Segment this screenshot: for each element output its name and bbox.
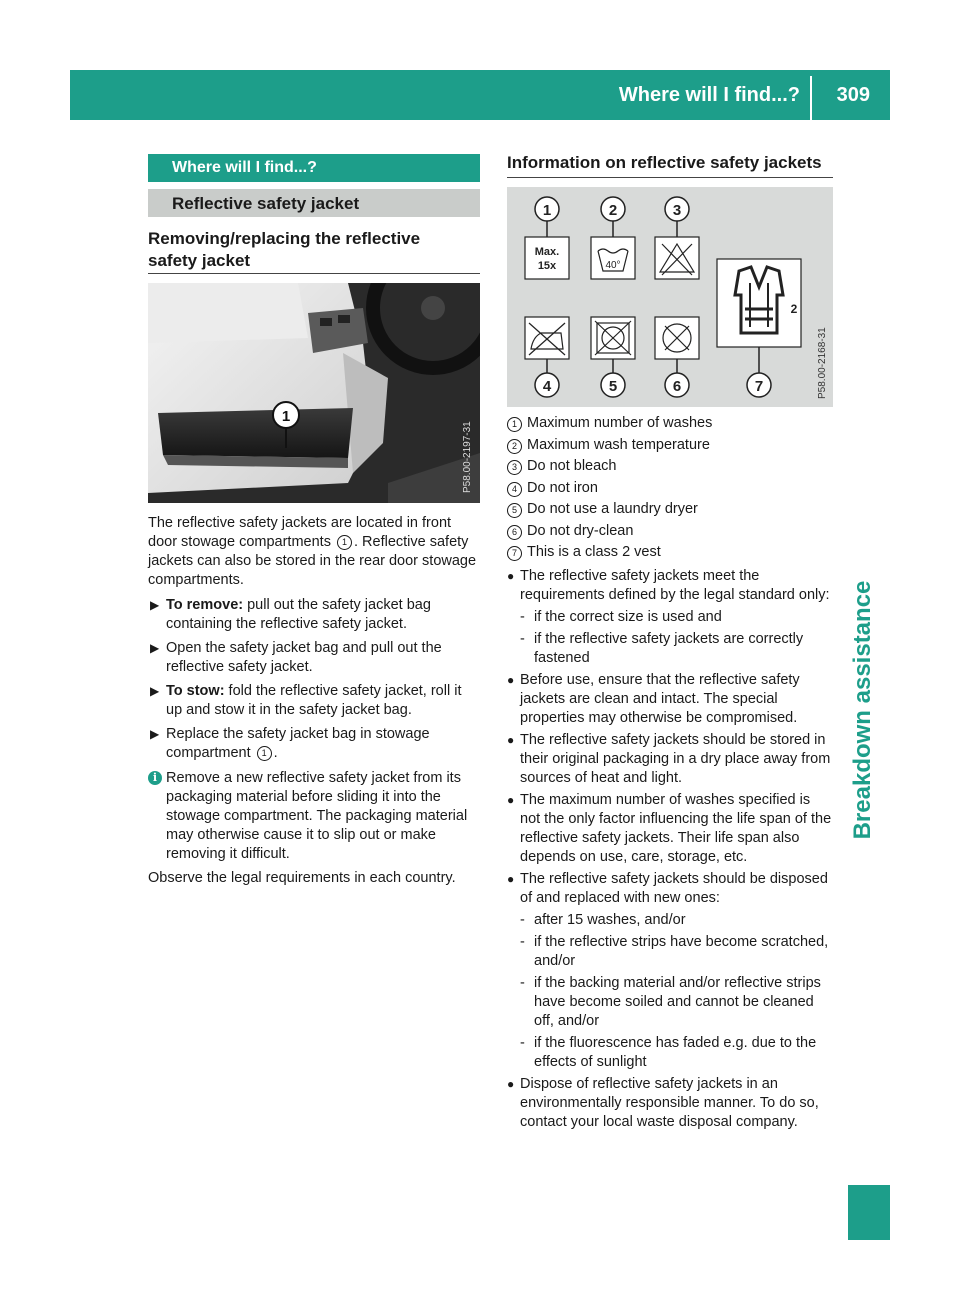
svg-text:1: 1 — [542, 202, 552, 219]
legend-item: 6 Do not dry-clean — [507, 521, 833, 543]
wash-temp-symbol — [591, 237, 635, 279]
steps-list — [148, 596, 480, 763]
intro-paragraph: The reflective safety jackets are located in front door stowage compartments 1 . Reflective safety jackets can also be stored in the rear door stowage compartments. — [148, 515, 477, 588]
fig-callout-2 — [601, 197, 625, 221]
header-divider — [810, 76, 812, 120]
legend-item: 2 Maximum wash temperature — [507, 435, 833, 457]
bullet-item: ● The reflective safety jackets meet the requirements defined by the legal standard only: — [507, 567, 830, 603]
svg-text:2: 2 — [608, 202, 618, 219]
svg-text:5: 5 — [608, 378, 618, 395]
subsection-bar-title: Reflective safety jacket — [172, 194, 360, 213]
bullet-item: ● Before use, ensure that the reflective safety jackets are clean and intact. The special properties may otherwise be compromised. — [507, 671, 800, 726]
right-heading: Information on reflective safety jackets — [507, 153, 822, 172]
svg-text:40°: 40° — [605, 260, 621, 271]
section-bar-title: Where will I find...? — [172, 159, 317, 176]
subsection-bar — [148, 189, 480, 217]
dash-item: - if the fluorescence has faded e.g. due to the effects of sunlight — [520, 1034, 817, 1070]
legend-item: 7 This is a class 2 vest — [507, 542, 833, 564]
page-header — [70, 70, 890, 120]
svg-text:Max.: Max. — [534, 246, 560, 258]
side-tab-label: Breakdown assistance — [849, 580, 876, 840]
door-compartment-photo — [148, 283, 480, 503]
dash-item: - after 15 washes, and/or — [520, 911, 686, 928]
figure-legend — [507, 413, 833, 1132]
svg-text:6: 6 — [672, 378, 682, 395]
section-heading — [148, 228, 480, 272]
fig-callout-7 — [747, 373, 771, 397]
max-washes-symbol — [525, 237, 569, 279]
bullet-item: ● The reflective safety jackets should be disposed of and replaced with new ones: — [507, 870, 828, 906]
heading-rule — [148, 273, 480, 274]
header-title: Where will I find...? — [618, 84, 800, 106]
figure-code: P58.00-2168-31 — [817, 327, 828, 399]
fig-callout-6 — [665, 373, 689, 397]
dash-item: - if the correct size is used and — [520, 608, 722, 625]
bullet-item: ● The maximum number of washes specified is not the only factor influencing the life span of the reflective safety jackets. Their life span also depends on use, care, storage, etc. — [507, 791, 832, 865]
no-dry-clean-symbol — [655, 317, 699, 359]
info-icon: i — [148, 771, 162, 785]
fig-callout-1 — [535, 197, 559, 221]
dash-item: - if the backing material and/or reflective strips have become soiled and cannot be cleaned off, and/or — [520, 974, 821, 1029]
legend-item: 1 Maximum number of washes — [507, 413, 833, 435]
section-bar — [148, 154, 480, 182]
heading-line-2: safety jacket — [148, 251, 251, 270]
bullet-item: ● Dispose of reflective safety jackets in an environmentally responsible manner. To do so, contact your local waste disposal company. — [507, 1075, 819, 1130]
svg-text:3: 3 — [672, 202, 682, 219]
legend-item: 4 Do not iron — [507, 478, 833, 500]
svg-text:7: 7 — [754, 378, 764, 395]
svg-text:2: 2 — [790, 302, 798, 316]
dash-item: - if the reflective safety jackets are correctly fastened — [520, 630, 804, 666]
left-body — [148, 514, 480, 888]
no-iron-symbol — [525, 317, 569, 359]
callout-1-inline: 1 — [337, 535, 352, 550]
step-replace: ▶ Replace the safety jacket bag in stowage compartment 1 . — [150, 726, 430, 761]
photo-callout: 1 — [281, 408, 291, 425]
side-tab — [843, 560, 883, 860]
side-tab-marker — [848, 1185, 890, 1240]
no-bleach-symbol — [655, 237, 699, 279]
no-dryer-symbol — [591, 317, 635, 359]
observe-note: Observe the legal requirements in each country. — [148, 870, 456, 886]
fig-callout-3 — [665, 197, 689, 221]
dash-item: - if the reflective strips have become scratched, and/or — [520, 933, 829, 969]
bullet-item: ● The reflective safety jackets should be stored in their original packaging in a dry place away from sources of heat and light. — [507, 731, 831, 786]
info-note: i Remove a new reflective safety jacket from its packaging material before sliding it into the stowage compartment. The packaging material may otherwise cause it to slip out or make removing it difficult. — [148, 769, 480, 864]
legend-item: 3 Do not bleach — [507, 456, 833, 478]
svg-text:15x: 15x — [537, 260, 557, 272]
class-2-vest-symbol — [717, 259, 801, 347]
care-symbols-figure — [507, 187, 833, 407]
fig-callout-5 — [601, 373, 625, 397]
heading-line-1: Removing/replacing the reflective — [148, 229, 421, 248]
step-remove: ▶ To remove: pull out the safety jacket bag containing the reflective safety jacket. — [150, 597, 431, 632]
svg-text:4: 4 — [542, 378, 552, 395]
step-stow: ▶ To stow: fold the reflective safety jacket, roll it up and stow it in the safety jacket bag. — [150, 683, 462, 718]
photo-code: P58.00-2197-31 — [462, 421, 473, 493]
page-number: 309 — [836, 84, 870, 106]
fig-callout-4 — [535, 373, 559, 397]
legend-item: 5 Do not use a laundry dryer — [507, 499, 833, 521]
step-open-bag: ▶ Open the safety jacket bag and pull out the reflective safety jacket. — [150, 640, 442, 675]
right-heading-rule — [507, 177, 833, 178]
